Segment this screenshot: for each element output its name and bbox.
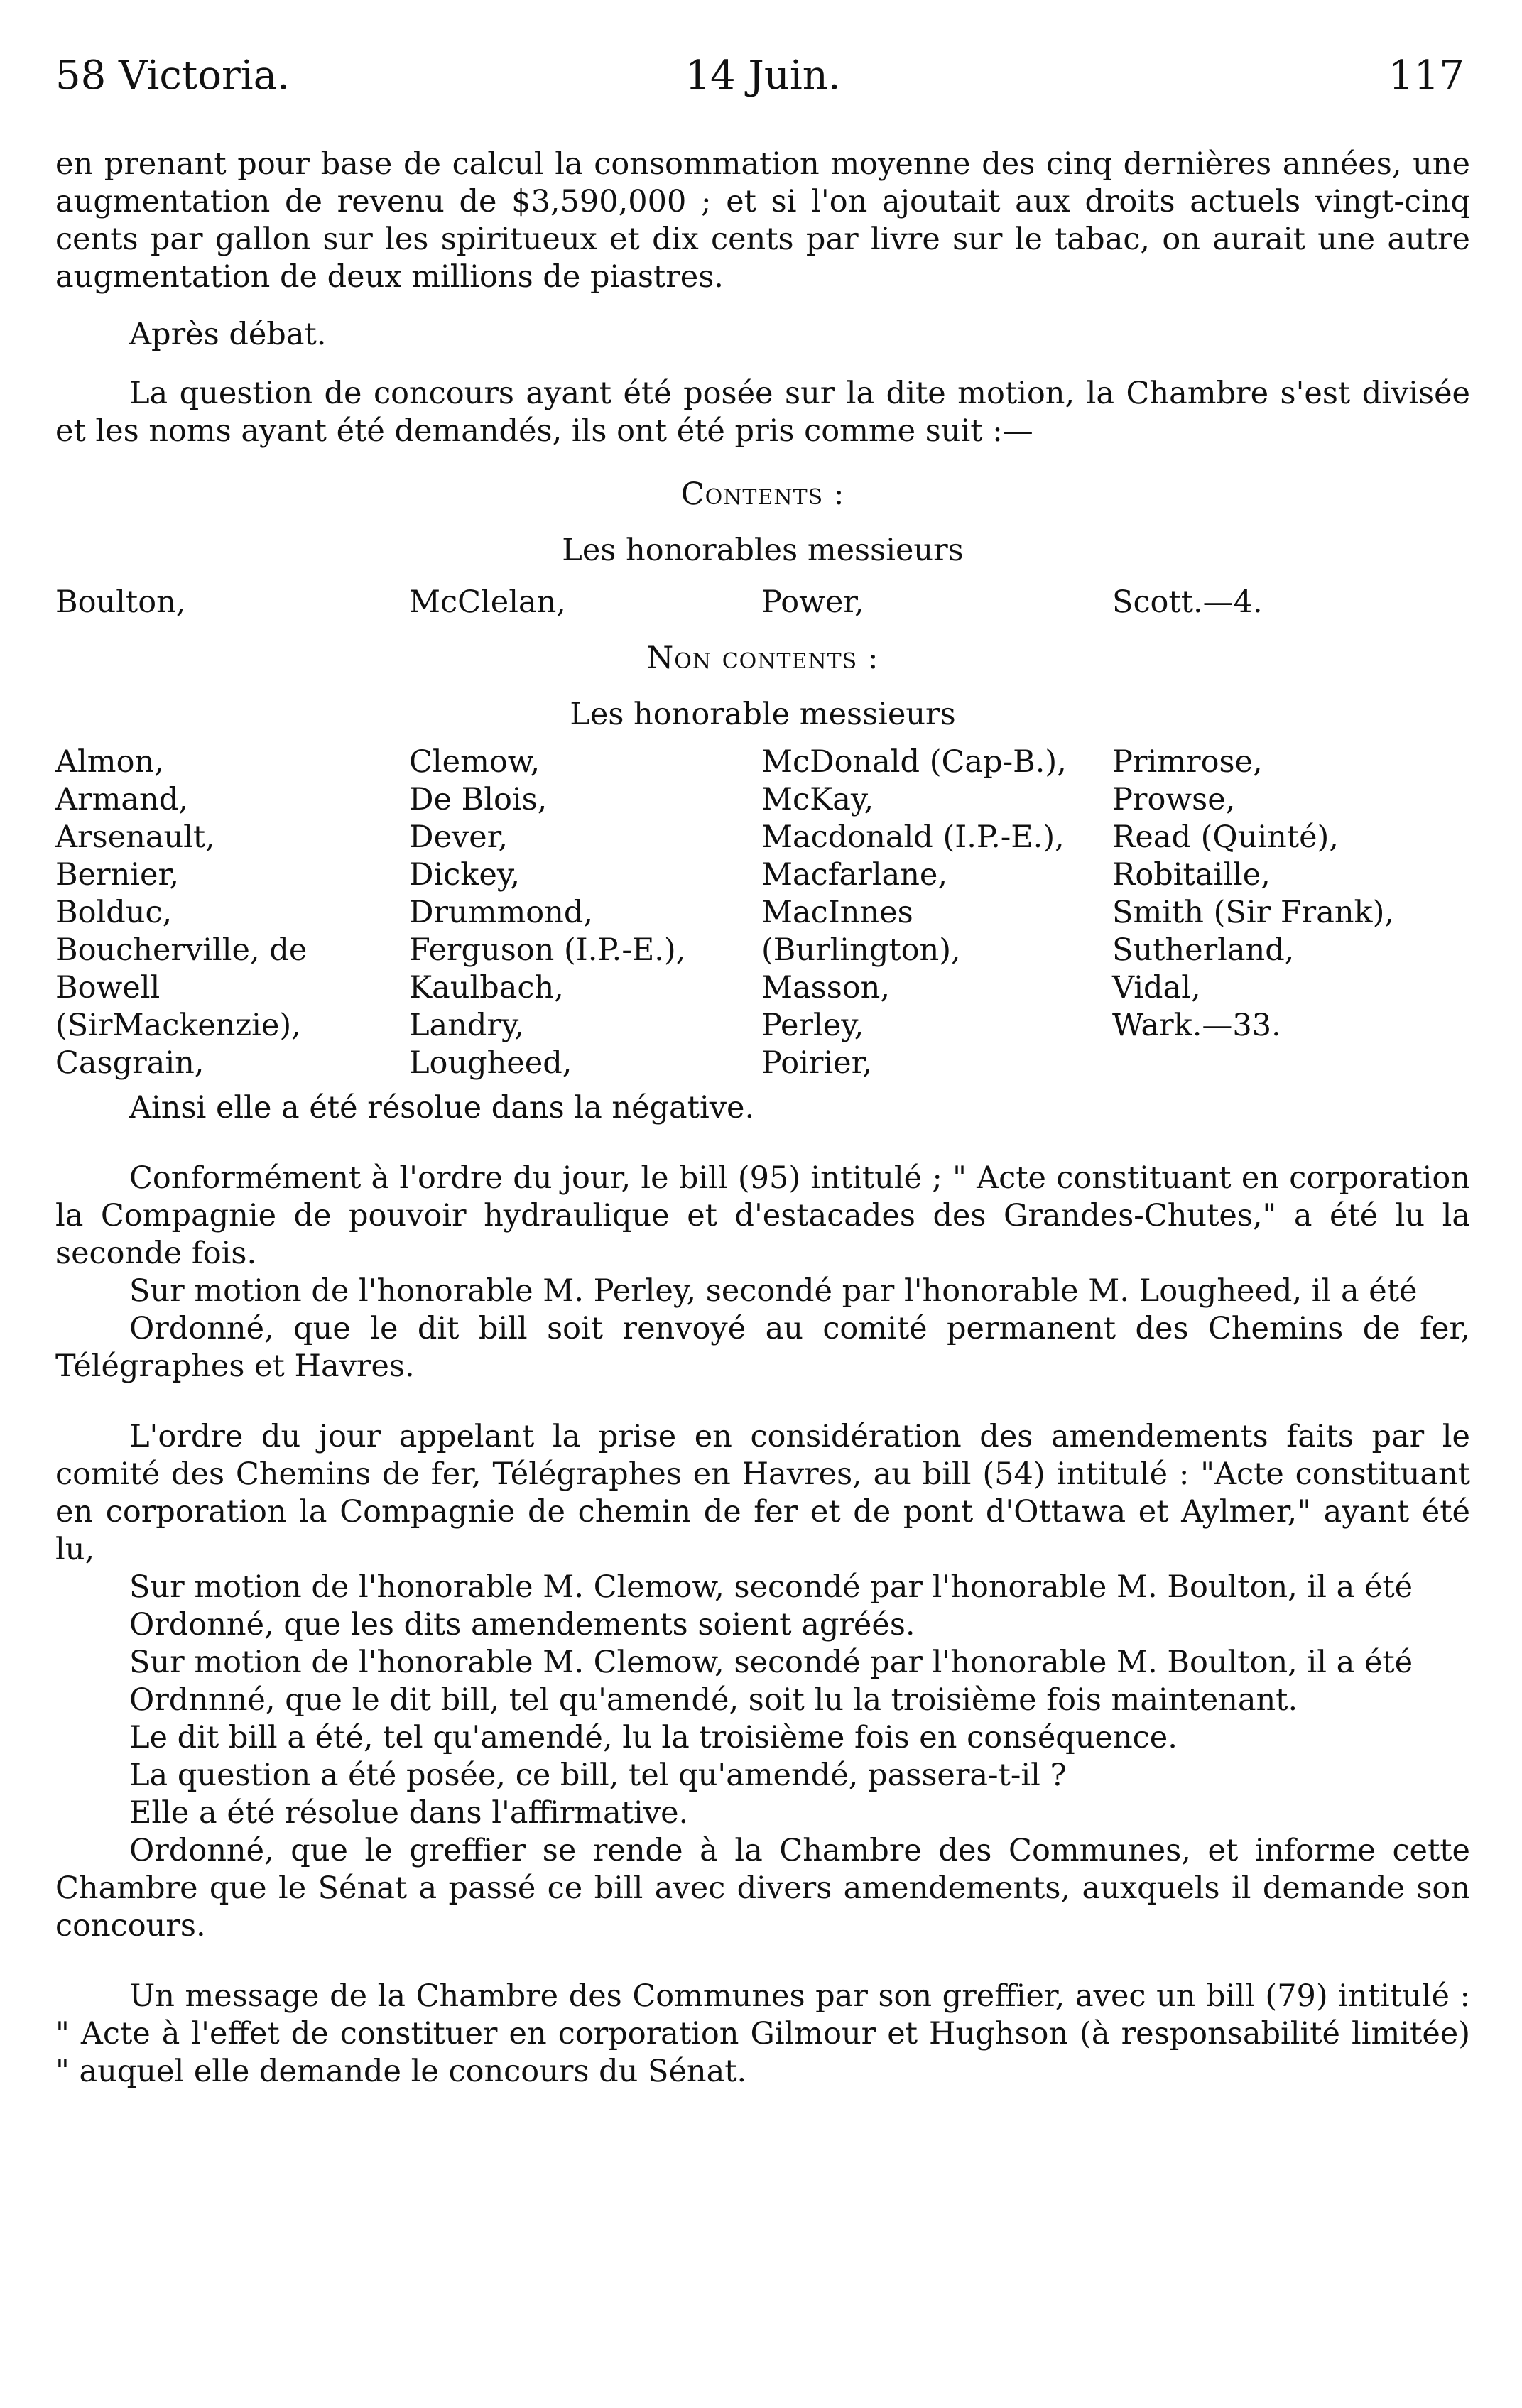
contents-names: [55, 584, 1470, 621]
non-contents-name: Poirier,: [761, 1045, 873, 1081]
paragraph-negative: Ainsi elle a été résolue dans la négative.: [129, 1090, 755, 1126]
non-contents-name: Drummond,: [409, 895, 594, 930]
non-contents-name: Primrose,: [1112, 744, 1263, 780]
paragraph-bill-54-affirmative: Elle a été résolue dans l'affirmative.: [129, 1795, 689, 1831]
paragraph-bill-54-question: La question a été posée, ce bill, tel qu'amendé, passera-t-il ?: [129, 1758, 1067, 1793]
non-contents-name: Macfarlane,: [761, 857, 948, 893]
non-contents-name: Smith (Sir Frank),: [1112, 895, 1395, 930]
non-contents-name: Prowse,: [1112, 782, 1236, 817]
non-contents-heading: Non contents :: [646, 641, 879, 676]
non-contents-name: Robitaille,: [1112, 857, 1271, 893]
non-contents-name: Boucherville, de: [55, 932, 308, 968]
non-contents-name: MacInnes: [761, 895, 913, 930]
non-contents-name: Arsenault,: [55, 819, 215, 855]
contents-subheading: Les honorables messieurs: [562, 533, 964, 568]
non-contents-name: Masson,: [761, 970, 891, 1006]
non-contents-name: Casgrain,: [55, 1045, 205, 1081]
non-contents-column-1: [55, 743, 307, 1082]
non-contents-name: Bernier,: [55, 857, 179, 893]
contents-name: McClelan,: [409, 584, 566, 620]
paragraph-bill-54-motion-2: Sur motion de l'honorable M. Clemow, secondé par l'honorable M. Boulton, il a été: [129, 1645, 1413, 1680]
non-contents-name: Dever,: [409, 819, 509, 855]
non-contents-name: Vidal,: [1112, 970, 1201, 1006]
non-contents-name: (Burlington),: [761, 932, 961, 968]
non-contents-name: Sutherland,: [1112, 932, 1295, 968]
non-contents-column-3: [761, 743, 1067, 1082]
header-session: 58 Victoria.: [55, 53, 290, 99]
paragraph-bill-54-order-1: Ordonné, que les dits amendements soient agréés.: [129, 1607, 915, 1642]
non-contents-name: Armand,: [55, 782, 188, 817]
body-text: [55, 146, 1470, 2091]
non-contents-name: De Blois,: [409, 782, 548, 817]
non-contents-name: Bowell: [55, 970, 161, 1006]
paragraph-bill-95-reading: Conformément à l'ordre du jour, le bill (95) intitulé ; " Acte constituant en corporation la Compagnie de pouvoir hydraulique et d'estacades des Grandes-Chutes," a été lu la seconde fois.: [55, 1160, 1470, 1271]
non-contents-column-4: [1112, 743, 1394, 1045]
paragraph-bill-54-order-2: Ordnnné, que le dit bill, tel qu'amendé, soit lu la troisième fois maintenant.: [129, 1682, 1298, 1718]
page-number: 117: [1388, 53, 1464, 99]
non-contents-name: Perley,: [761, 1008, 864, 1043]
non-contents-name: Landry,: [409, 1008, 525, 1043]
paragraph-bill-95-motion: Sur motion de l'honorable M. Perley, secondé par l'honorable M. Lougheed, il a été: [129, 1273, 1418, 1309]
paragraph-bill-54-motion-1: Sur motion de l'honorable M. Clemow, secondé par l'honorable M. Boulton, il a été: [129, 1569, 1413, 1605]
contents-name: Boulton,: [55, 584, 186, 620]
non-contents-name: Lougheed,: [409, 1045, 572, 1081]
non-contents-name: Wark.—33.: [1112, 1008, 1281, 1043]
non-contents-name: Macdonald (I.P.-E.),: [761, 819, 1065, 855]
non-contents-subheading: Les honorable messieurs: [570, 697, 956, 732]
paragraph-message-bill-79: Un message de la Chambre des Communes par son greffier, avec un bill (79) intitulé : " Acte à l'effet de constituer en corporation Gilmour et Hughson (à responsabilité limitée) " auquel elle demande le concours du Sénat.: [55, 1978, 1470, 2089]
contents-name: Scott.—4.: [1112, 584, 1263, 620]
non-contents-name: (SirMackenzie),: [55, 1008, 301, 1043]
non-contents-name: McKay,: [761, 782, 874, 817]
non-contents-name: Clemow,: [409, 744, 540, 780]
non-contents-name: Almon,: [55, 744, 164, 780]
paragraph-vote-question: La question de concours ayant été posée sur la dite motion, la Chambre s'est divisée et les noms ayant été demandés, ils ont été pris comme suit :—: [55, 376, 1470, 449]
non-contents-name: Bolduc,: [55, 895, 173, 930]
paragraph-apres-debat: Après débat.: [129, 317, 327, 352]
non-contents-name: Dickey,: [409, 857, 521, 893]
document-page: [55, 0, 1470, 2408]
non-contents-names: [55, 743, 1470, 1082]
non-contents-name: Ferguson (I.P.-E.),: [409, 932, 686, 968]
paragraph-bill-54-intro: L'ordre du jour appelant la prise en considération des amendements faits par le comité des Chemins de fer, Télégraphes en Havres, au bill (54) intitulé : "Acte constituant en corporation la Compagnie de chemin de fer et de pont d'Ottawa et Aylmer," ayant été lu,: [55, 1419, 1470, 1567]
contents-name: Power,: [761, 584, 864, 620]
non-contents-name: McDonald (Cap-B.),: [761, 744, 1067, 780]
paragraph-revenue: en prenant pour base de calcul la consommation moyenne des cinq dernières années, une augmentation de revenu de $3,590,000 ; et si l'on ajoutait aux droits actuels vingt-cinq cents par gallon sur les spiritueux et dix cents par livre sur le tabac, on aurait une autre augmentation de deux millions de piastres.: [55, 146, 1470, 295]
header-date: 14 Juin.: [685, 53, 841, 99]
non-contents-name: Read (Quinté),: [1112, 819, 1339, 855]
paragraph-bill-54-third-reading: Le dit bill a été, tel qu'amendé, lu la troisième fois en conséquence.: [129, 1720, 1178, 1755]
paragraph-bill-95-order: Ordonné, que le dit bill soit renvoyé au comité permanent des Chemins de fer, Télégraphes et Havres.: [55, 1311, 1470, 1384]
non-contents-name: Kaulbach,: [409, 970, 564, 1006]
contents-heading: Contents :: [680, 476, 845, 512]
non-contents-column-2: [409, 743, 685, 1082]
paragraph-bill-54-order-3: Ordonné, que le greffier se rende à la Chambre des Communes, et informe cette Chambre que le Sénat a passé ce bill avec divers amendements, auxquels il demande son concours.: [55, 1833, 1470, 1944]
